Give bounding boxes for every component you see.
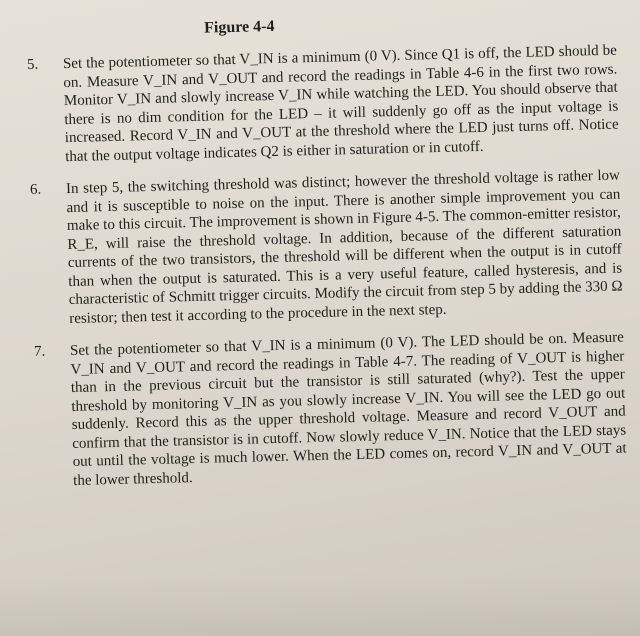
step-6 bbox=[30, 167, 623, 329]
step-number: 7. bbox=[33, 343, 46, 360]
step-text: Set the potentiometer so that V_IN is a minimum (0 V). Since Q1 is off, the LED should be on. Measure V_IN and V_OUT and record the readings in Table 4-6 in the first two rows. Monitor V_IN and slowly increase V_IN while watching the LED. You should observe that there is no dim condition for the LED – it will suddenly go off as the input voltage is increased. Record V_IN and V_OUT at the threshold where the LED just turns off. Notice that the output voltage indicates Q2 is either in saturation or in cutoff. bbox=[62, 42, 619, 165]
step-7 bbox=[34, 328, 627, 490]
document-body bbox=[26, 10, 628, 505]
page-shadow bbox=[0, 576, 640, 636]
figure-caption: Figure 4-4 bbox=[203, 17, 275, 37]
step-number: 5. bbox=[26, 56, 39, 73]
step-text: Set the potentiometer so that V_IN is a minimum (0 V). The LED should be on. Measure V_IN and V_OUT and record the readings in Table 4-7. The reading of V_OUT is higher than in the previous circuit but the transistor is still saturated (why?). Test the upper threshold by monitoring V_IN as you slowly increase V_IN. You will see the LED go out suddenly. Record this as the upper threshold voltage. Measure and record V_OUT and confirm that the transistor is in cutoff. Now slowly reduce V_IN. Notice that the LED stays out until the voltage is much lower. When the LED comes on, record V_IN and V_OUT at the lower threshold. bbox=[69, 329, 627, 489]
step-5 bbox=[27, 42, 620, 167]
step-text: In step 5, the switching threshold was distinct; however the threshold voltage is rather low and it is susceptible to noise on the input. There is another simple improvement you can make to this circuit. The improvement is shown in Figure 4-5. The common-emitter resistor, R_E, will raise the threshold voltage. In addition, because of the different saturation currents of the two transistors, the threshold will be different when the output is in cutoff than when the output is saturated. This is a very useful feature, called hysteresis, and is characteristic of Schmitt trigger circuits. Modify the circuit from step 5 by adding the 330 Ω resistor; then test it according to the procedure in the next step. bbox=[65, 167, 623, 327]
step-number: 6. bbox=[29, 181, 42, 198]
